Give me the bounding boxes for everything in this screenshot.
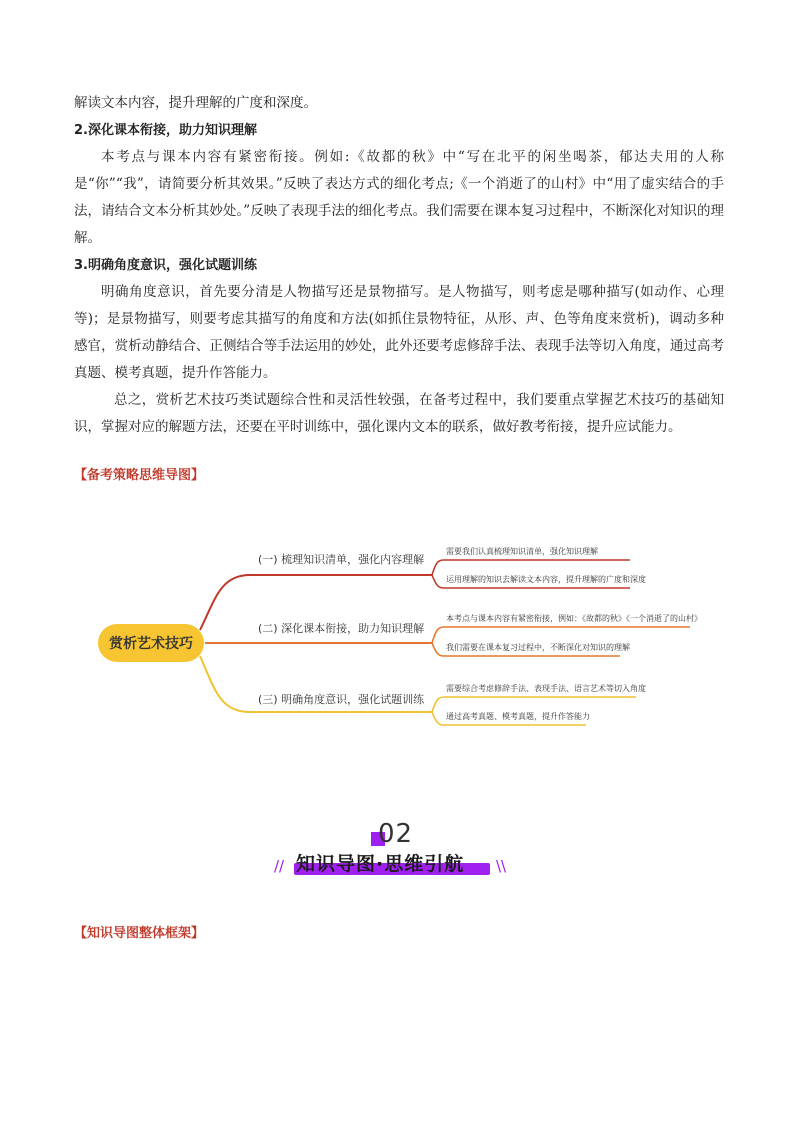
- leaf-3-1-label: 需要综合考虑修辞手法、表现手法、语言艺术等切入角度: [446, 684, 646, 693]
- branch-1-label: (一) 梳理知识清单，强化内容理解: [258, 553, 425, 566]
- banner-number: 02: [378, 819, 414, 849]
- branch-2-label: (二) 深化课本衔接，助力知识理解: [258, 622, 425, 635]
- leaf-2-1-label: 本考点与课本内容有紧密衔接，例如：《故都的秋》《一个消逝了的山村》: [446, 614, 702, 623]
- leaf-1-2-label: 运用理解的知识去解读文本内容，提升理解的广度和深度: [446, 575, 646, 584]
- section-banner: [260, 815, 540, 885]
- paragraph-intro-tail: 解读文本内容，提升理解的广度和深度。: [74, 95, 317, 111]
- leaf-2-1-line: [432, 627, 690, 643]
- banner-right-mark: \\: [496, 857, 507, 875]
- heading-section-2: 2.深化课本衔接，助力知识理解: [74, 123, 257, 138]
- paragraph-summary: 总之，赏析艺术技巧类试题综合性和灵活性较强，在备考过程中，我们要重点掌握艺术技巧的基础知识，掌握对应的解题方法，还要在平时训练中，强化课内文本的联系，做好教考衔接，提升应试能力。: [74, 392, 724, 435]
- section-label-strategy: 【备考策略思维导图】: [74, 468, 205, 483]
- leaf-2-2-label: 我们需要在课本复习过程中，不断深化对知识的理解: [446, 643, 630, 652]
- leaf-1-1-line: [432, 560, 630, 575]
- leaf-1-1-label: 需要我们认真梳理知识清单，强化知识理解: [446, 547, 598, 556]
- paragraph-section-2: 本考点与课本内容有紧密衔接。例如:《故都的秋》中“写在北平的闲坐喝茶，郁达夫用的人称是“你”“我”，请简要分析其效果。”反映了表达方式的细化考点;《一个消逝了的山村》中“用了虚实结合的手法，请结合文本分析其妙处。”反映了表现手法的细化考点。我们需要在课本复习过程中，不断深化对知识的理解。: [74, 149, 724, 246]
- leaf-3-2-label: 通过高考真题、模考真题，提升作答能力: [446, 712, 590, 721]
- paragraph-section-3: 明确角度意识，首先要分清是人物描写还是景物描写。是人物描写，则考虑是哪种描写(如动作、心理等)；是景物描写，则要考虑其描写的角度和方法(如抓住景物特征，从形、声、色等角度来赏析)，调动多种感官，赏析动静结合、正侧结合等手法运用的妙处，此外还要考虑修辞手法、表现手法等切入角度，通过高考真题、模考真题，提升作答能力。: [74, 284, 724, 381]
- branch-3-label: (三) 明确角度意识，强化试题训练: [258, 693, 425, 706]
- mindmap-root-label: 赏析艺术技巧: [109, 636, 193, 652]
- leaf-3-1-line: [432, 697, 636, 712]
- heading-section-3: 3.明确角度意识，强化试题训练: [74, 258, 257, 273]
- banner-title: 知识导图·思维引航: [296, 853, 465, 875]
- banner-left-mark: //: [274, 857, 285, 875]
- section-label-framework: 【知识导图整体框架】: [74, 926, 205, 941]
